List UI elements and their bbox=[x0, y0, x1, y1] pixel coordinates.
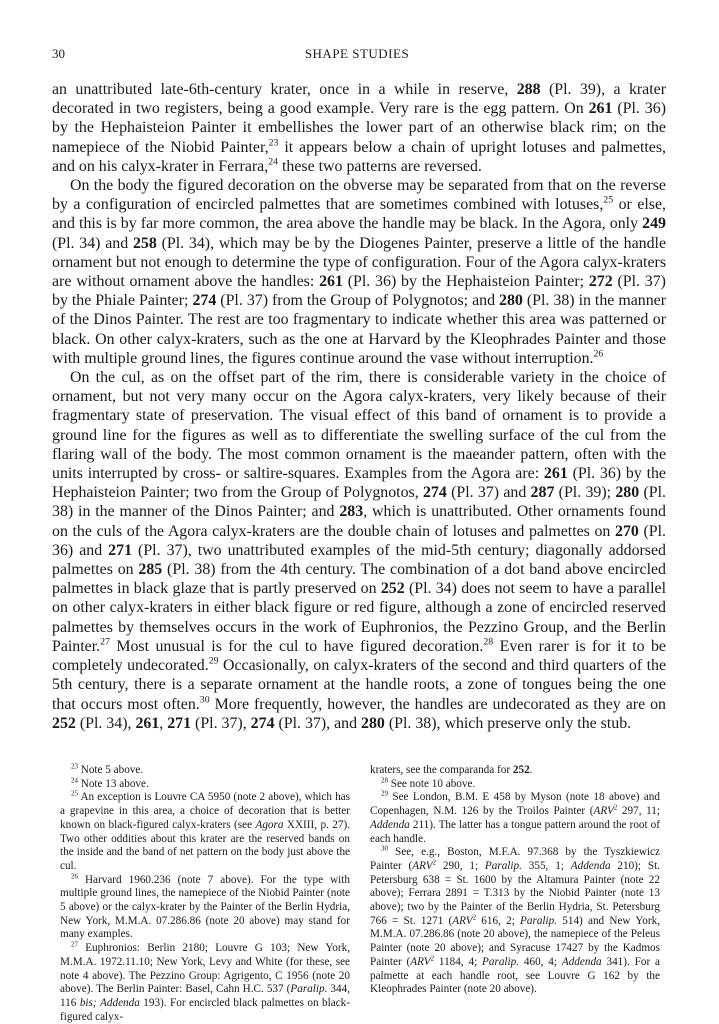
footnote-ref: 27 bbox=[100, 636, 110, 648]
catalogue-number: 261 bbox=[588, 100, 613, 118]
text-run: (Pl. 37), bbox=[191, 714, 251, 732]
catalogue-number: 261 bbox=[319, 273, 343, 291]
footnote-italic: bis; bbox=[79, 996, 97, 1009]
footnote-text: Harvard 1960.236 (note 7 above). For the type with multiple ground lines, the namepiece of the Niobid Painter (note 5 above) or the calyx-krater by the Painter of the Berlin Hydria, New York, M.M.A. 07.286.86 (note 20 above) may stand for many examples. bbox=[60, 873, 350, 941]
footnote-text: 211). The latter has a tongue pattern around the root of each handle. bbox=[370, 818, 660, 845]
footnote-27-continued bbox=[370, 764, 660, 778]
text-run: Even rarer is for it to be completely undecorated. bbox=[52, 637, 666, 675]
footnote-30 bbox=[370, 846, 660, 997]
footnote-italic: Addenda bbox=[561, 955, 602, 968]
catalogue-number: 283 bbox=[339, 503, 364, 521]
footnote-italic: ARV bbox=[410, 955, 431, 968]
catalogue-number: 287 bbox=[530, 484, 555, 502]
footnote-number: 25 bbox=[71, 789, 78, 798]
text-run: On the cul, as on the offset part of the rim, there is considerable variety in the choice of ornament, but not very many occur on the Agora calyx-kraters, very likely because of their fragmentary state of preservation. The visual effect of this band of ornament is to provide a ground line for the figures as well as to differentiate the swelling surface of the cul from the flaring wall of the body. The most common ornament is the maeander pattern, often with the units interrupted by cross- or saltire-squares. Examples from the Agora are: bbox=[52, 369, 666, 483]
footnote-italic: ARV bbox=[412, 859, 433, 872]
text-run: it appears below a chain of upright lotuses and palmettes, and on his calyx-krater in Ferrara, bbox=[52, 138, 666, 175]
footnote-ref: 25 bbox=[603, 194, 614, 206]
running-header bbox=[52, 46, 662, 64]
catalogue-number: 271 bbox=[167, 714, 192, 732]
catalogue-number: 252 bbox=[380, 580, 405, 598]
paragraph-2 bbox=[52, 176, 666, 368]
catalogue-number: 252 bbox=[52, 714, 76, 732]
footnote-text: 344, 116 bbox=[60, 983, 350, 1009]
footnote-ref: 24 bbox=[268, 156, 279, 168]
text-run: (Pl. 36) by the Hephaisteion Painter it embellishes the lower part of an otherwise black rim; on the namepiece of the Niobid Painter, bbox=[52, 100, 666, 156]
text-run: (Pl. 37) and bbox=[446, 484, 531, 502]
footnote-29 bbox=[370, 791, 660, 846]
footnote-italic: Paralip. bbox=[482, 955, 520, 968]
catalogue-number: 280 bbox=[615, 484, 640, 502]
text-run: (Pl. 36) by the Hephaisteion Painter; two from the Group of Polygnotos, bbox=[52, 465, 666, 502]
catalogue-number: 249 bbox=[642, 215, 666, 233]
footnote-italic: Paralip. bbox=[290, 983, 328, 996]
footnote-text: 1184, 4; bbox=[434, 955, 483, 968]
footnote-number: 27 bbox=[71, 940, 78, 949]
text-run: (Pl. 38) from the 4th century. The combination of a dot band above encircled palmettes in black glaze that is partly preserved on bbox=[52, 561, 666, 598]
text-run: On the body the figured decoration on the obverse may be separated from that on the reverse by a configuration of encircled palmettes that are sometimes combined with lotuses, bbox=[52, 177, 666, 214]
footnote-text: 297, 11; bbox=[617, 805, 660, 818]
footnote-ref: 26 bbox=[593, 348, 604, 360]
footnote-italic: ARV bbox=[452, 914, 473, 927]
footnote-number: 28 bbox=[381, 775, 388, 784]
catalogue-number: 252 bbox=[512, 764, 530, 776]
footnote-24 bbox=[60, 775, 350, 792]
text-run: (Pl. 36) by the Hephaisteion Painter; bbox=[342, 273, 589, 291]
text-run: an unattributed late-6th-century krater, once in a while in reserve, bbox=[52, 81, 517, 98]
footnote-28 bbox=[370, 775, 660, 792]
footnote-number: 29 bbox=[381, 789, 388, 798]
footnote-text: 460, 4; bbox=[519, 955, 562, 968]
catalogue-number: 288 bbox=[516, 81, 541, 98]
main-text bbox=[52, 80, 666, 733]
footnote-text: 341). For a palmette at each handle root, see Louvre G 162 by the Kleophrades Painter (note 20 above). bbox=[370, 955, 660, 996]
footnote-number: 26 bbox=[71, 871, 78, 880]
footnote-25 bbox=[60, 791, 350, 873]
catalogue-number: 261 bbox=[543, 465, 568, 483]
footnote-text: kraters, see the comparanda for bbox=[370, 764, 513, 776]
catalogue-number: 271 bbox=[108, 541, 133, 559]
text-run: (Pl. 34) and bbox=[52, 234, 133, 252]
footnote-text: An exception is Louvre CA 5950 (note 2 above), which has a grapevine in this area, a choice of decoration that is better known on black-figured calyx-kraters (see bbox=[60, 791, 350, 831]
running-title: SHAPE STUDIES bbox=[304, 46, 410, 61]
footnote-number: 30 bbox=[381, 844, 388, 853]
catalogue-number: 285 bbox=[138, 561, 163, 579]
text-run: , which is unattributed. Other ornaments found on the culs of the Agora calyx-kraters are the double chain of lotuses and palmettes on bbox=[52, 503, 666, 540]
footnote-italic: Agora bbox=[255, 818, 284, 831]
footnote-23 bbox=[60, 764, 350, 778]
footnote-sup: 2 bbox=[430, 954, 435, 963]
catalogue-number: 274 bbox=[192, 292, 217, 310]
catalogue-number: 258 bbox=[132, 234, 157, 252]
text-run: these two patterns are reversed. bbox=[278, 157, 482, 175]
footnotes-right-column bbox=[370, 764, 660, 997]
text-run: More frequently, however, the handles are undecorated as they are on bbox=[209, 695, 666, 713]
footnote-text: . bbox=[529, 764, 533, 776]
text-run: (Pl. 38) in the manner of the Dinos Painter. The rest are too fragmentary to indicate whether this area was patterned or black. On other calyx-kraters, such as the one at Harvard by the Kleophrades Painter and those with multiple ground lines, the figures continue around the vase without interruption. bbox=[52, 292, 666, 367]
footnote-italic: Paralip. bbox=[520, 914, 558, 927]
text-run: (Pl. 37), two unattributed examples of the mid-5th century; diagonally addorsed palmettes on bbox=[52, 541, 666, 579]
footnote-text: See London, B.M. E 458 by Myson (note 18 above) and Copenhagen, N.M. 126 by the Troilos Painter ( bbox=[370, 791, 660, 818]
footnote-text: 355, 1; bbox=[521, 859, 571, 872]
footnote-text: 193). For encircled black palmettes on black-figured calyx- bbox=[60, 996, 351, 1023]
footnote-text: Note 5 above. bbox=[77, 764, 144, 776]
catalogue-number: 274 bbox=[422, 484, 447, 502]
text-run: or else, and this is by far more common, the area above the handle may be black. In the Agora, only bbox=[52, 196, 666, 233]
page-number: 30 bbox=[52, 46, 65, 61]
text-run: (Pl. 37), and bbox=[274, 714, 362, 732]
footnote-text: Euphronios: Berlin 2180; Louvre G 103; New York, M.M.A. 1972.11.10; New York, Levy and White (for these, see note 4 above). The Pezzino Group: Agrigento, C 1956 (note 20 above). The Berlin Painter: Basel, Cahn H.C. 537 ( bbox=[60, 942, 350, 996]
footnote-text: 210); St. Petersburg 638 = St. 1600 by the Altamura Painter (note 22 above); Ferrara 2891 = T.313 by the Niobid Painter (note 13 above); two by the Painter of the Berlin Hydria, St. Petersburg 766 = St. 1271 ( bbox=[370, 859, 661, 927]
footnote-italic: Addenda bbox=[570, 859, 611, 872]
text-run: (Pl. 38), which preserve only the stub. bbox=[384, 714, 632, 732]
text-run: (Pl. 37) by the Phiale Painter; bbox=[52, 273, 666, 310]
footnote-number: 24 bbox=[71, 775, 78, 784]
footnote-text: 290, 1; bbox=[436, 859, 485, 872]
footnote-27 bbox=[60, 942, 350, 1024]
footnote-italic: ARV bbox=[593, 805, 614, 818]
footnote-italic: Addenda bbox=[370, 818, 410, 831]
catalogue-number: 270 bbox=[615, 522, 639, 540]
catalogue-number: 272 bbox=[588, 273, 613, 291]
text-run: (Pl. 36) and bbox=[52, 522, 666, 559]
footnote-text: XXIII, p. 27). Two other oddities about this krater are the reserved bands on the inside and the band of net pattern on the body just above the cul. bbox=[60, 818, 350, 872]
footnote-italic: Addenda bbox=[100, 996, 140, 1009]
footnote-text: 616, 2; bbox=[476, 914, 521, 927]
catalogue-number: 261 bbox=[135, 714, 160, 732]
footnote-ref: 28 bbox=[483, 636, 494, 648]
text-run: (Pl. 34), bbox=[75, 714, 136, 732]
text-run: (Pl. 34), which may be by the Diogenes Painter, preserve a little of the handle ornament but not enough to determine the type of configuration. Four of the Agora calyx-kraters are without ornament above the handles: bbox=[52, 234, 666, 291]
footnote-ref: 23 bbox=[268, 137, 279, 149]
catalogue-number: 280 bbox=[361, 714, 385, 732]
text-run: (Pl. 38) in the manner of the Dinos Painter; and bbox=[52, 484, 666, 521]
catalogue-number: 274 bbox=[250, 714, 275, 732]
footnote-text: See, e.g., Boston, M.F.A. 97.368 by the Tyszkiewicz Painter ( bbox=[370, 846, 660, 872]
footnote-number: 23 bbox=[71, 762, 78, 771]
footnote-text: See note 10 above. bbox=[387, 777, 476, 790]
text-run: (Pl. 39), a krater decorated in two registers, being a good example. Very rare is the egg pattern. On bbox=[52, 81, 666, 118]
footnote-text: 514) and New York, M.M.A. 07.286.86 (note 20 above), the namepiece of the Peleus Painter (note 20 above); and Syracuse 17427 by the Kadmos Painter ( bbox=[370, 914, 660, 968]
footnote-italic: Paralip. bbox=[484, 859, 522, 872]
paragraph-1 bbox=[52, 80, 666, 176]
footnote-text: Note 13 above. bbox=[77, 777, 149, 790]
text-run: Occasionally, on calyx-kraters of the second and third quarters of the 5th century, there is a separate ornament at the handle roots, a zone of tongues being the one that occurs most often. bbox=[52, 657, 666, 713]
footnotes-left-column bbox=[60, 764, 350, 1024]
footnote-sup: 2 bbox=[613, 803, 618, 812]
text-run: , bbox=[159, 714, 168, 732]
paragraph-3 bbox=[52, 368, 666, 733]
text-run: (Pl. 34) does not seem to have a parallel on other calyx-kraters in either black figure or red figure, although a zone of encircled reserved palmettes by themselves occurs in the work of Euphronios, the Pezzino Group, and the Berlin Painter. bbox=[52, 580, 666, 655]
catalogue-number: 280 bbox=[499, 292, 523, 310]
footnote-sup: 2 bbox=[472, 913, 477, 921]
text-run: (Pl. 39); bbox=[554, 484, 616, 502]
text-run: (Pl. 37) from the Group of Polygnotos; and bbox=[216, 292, 500, 310]
footnote-ref: 30 bbox=[199, 694, 210, 706]
footnote-sup: 2 bbox=[432, 858, 437, 867]
footnote-26 bbox=[60, 871, 350, 943]
text-run: Most unusual is for the cul to have figured decoration. bbox=[109, 637, 484, 655]
footnote-ref: 29 bbox=[208, 655, 219, 667]
